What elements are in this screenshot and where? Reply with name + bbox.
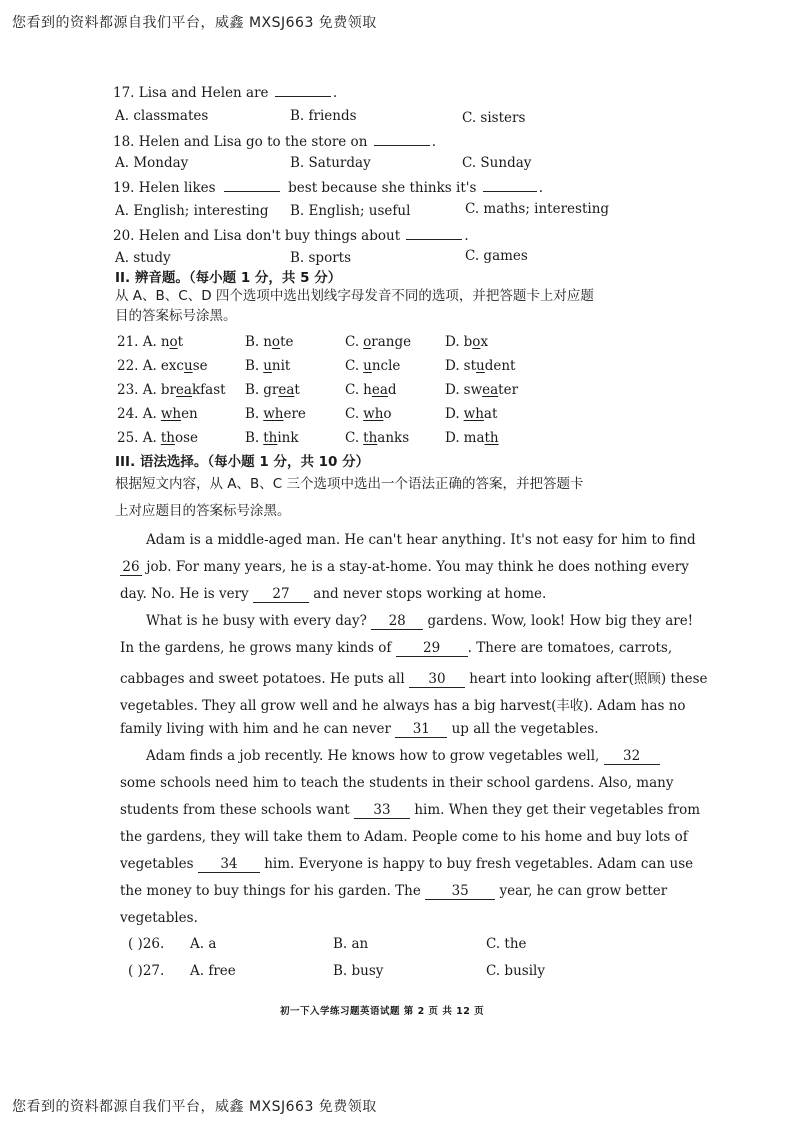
underlined-letters: th [263, 430, 278, 446]
pron-q22-option-a [117, 358, 208, 374]
q17-option-a: A. classmates [115, 108, 209, 124]
passage-line-13-a: vegetables [120, 856, 194, 872]
underlined-letters: ea [482, 382, 499, 398]
pron-q21-option-b [245, 334, 293, 350]
section-3-instruction-2: 上对应题目的答案标号涂黑。 [115, 503, 291, 519]
word-part: n [160, 334, 170, 350]
word-part: x [480, 334, 489, 350]
word-part: anks [377, 430, 410, 446]
q26-number: ( )26. [128, 936, 165, 952]
pron-q21-option-a [117, 334, 183, 350]
q20-option-c: C. games [465, 248, 528, 264]
passage-line-11-a: students from these schools want [120, 802, 350, 818]
q17-blank [275, 84, 331, 97]
passage-line-6-a: cabbages and sweet potatoes. He puts all [120, 671, 405, 687]
pron-q23-option-c [345, 382, 397, 398]
q19-stem: 19. Helen likes [113, 180, 216, 196]
q17-stem-end: . [332, 85, 338, 101]
passage-line-4-b: gardens. Wow, look! How big they are! [427, 613, 694, 629]
q26-option-b: B. an [333, 936, 369, 952]
word-part: B. [245, 430, 260, 446]
passage-line-3 [120, 586, 546, 603]
word-part: 23. A. [117, 382, 157, 398]
passage-line-5 [120, 640, 672, 657]
underlined-letters: u [263, 358, 272, 374]
passage-line-9 [146, 748, 660, 765]
word-part: 21. A. [117, 334, 157, 350]
word-part: C. [345, 382, 360, 398]
watermark-bottom: 您看到的资料都源自我们平台，威鑫 MXSJ663 免费领取 [12, 1099, 377, 1115]
pron-q25-option-b [245, 430, 299, 446]
word-part: se [192, 358, 208, 374]
blank-26: 26 [120, 559, 142, 576]
underlined-letters: th [363, 430, 378, 446]
word-part: B. [245, 334, 260, 350]
word-part: n [263, 334, 272, 350]
word-part: D. [445, 430, 460, 446]
q18-stem-end: . [431, 134, 436, 150]
word-part: D. [445, 334, 460, 350]
pron-q22-option-b [245, 358, 290, 374]
underlined-letters: ea [278, 382, 295, 398]
q27-number: ( )27. [128, 963, 165, 979]
pron-q23-option-b [245, 382, 300, 398]
passage-line-3-b: and never stops working at home. [313, 586, 547, 602]
blank-29: 29 [396, 640, 468, 657]
underlined-letters: wh [263, 406, 284, 422]
q19-option-a: A. English; interesting [115, 203, 269, 219]
word-part: sw [463, 382, 483, 398]
passage-line-6-b: heart into looking after(照顾) these [469, 671, 708, 687]
section-3-instruction-1: 根据短文内容，从 A、B、C 三个选项中选出一个语法正确的答案，并把答题卡 [115, 476, 584, 492]
passage-line-2-text: job. For many years, he is a stay-at-home. You may think he does nothing every [146, 559, 689, 575]
word-part: range [371, 334, 412, 350]
pron-q21-option-d [445, 334, 488, 350]
word-part: nit [271, 358, 291, 374]
pron-q23-option-a [117, 382, 226, 398]
word-part: C. [345, 430, 360, 446]
underlined-letters: th [160, 430, 175, 446]
q20-option-a: A. study [115, 250, 171, 266]
watermark-top: 您看到的资料都源自我们平台，威鑫 MXSJ663 免费领取 [12, 15, 377, 31]
underlined-letters: u [183, 358, 193, 374]
word-part: at [483, 406, 498, 422]
pron-q25-option-c [345, 430, 409, 446]
pron-q22-option-d [445, 358, 515, 374]
passage-line-1: Adam is a middle-aged man. He can't hear anything. It's not easy for him to find [146, 532, 696, 548]
q27-option-a: A. free [190, 963, 236, 979]
passage-line-13-b: him. Everyone is happy to buy fresh vegetables. Adam can use [264, 856, 694, 872]
word-part: st [463, 358, 476, 374]
q20-stem: 20. Helen and Lisa don't buy things about [113, 228, 401, 244]
q19-blank-2 [483, 179, 537, 192]
pron-q22-option-c [345, 358, 400, 374]
passage-line-14-b: year, he can grow better [499, 883, 668, 899]
word-part: t [177, 334, 184, 350]
passage-line-4 [146, 613, 693, 630]
word-part: D. [445, 382, 460, 398]
word-part: C. [345, 406, 360, 422]
q18-option-b: B. Saturday [290, 155, 371, 171]
word-part: D. [445, 406, 460, 422]
word-part: ter [498, 382, 519, 398]
section-2-instruction-2: 目的答案标号涂黑。 [115, 308, 237, 324]
blank-31: 31 [395, 721, 447, 738]
word-part: B. [245, 406, 260, 422]
word-part: B. [245, 358, 260, 374]
underlined-letters: th [484, 430, 499, 446]
page-footer: 初一下入学练习题英语试题 第 2 页 共 12 页 [280, 1006, 485, 1017]
pron-q23-option-d [445, 382, 518, 398]
pron-q24-option-b [245, 406, 306, 422]
passage-line-6 [120, 667, 708, 688]
word-part: t [294, 382, 300, 398]
passage-line-10: some schools need him to teach the students in their school gardens. Also, many [120, 775, 674, 791]
word-part: ose [174, 430, 198, 446]
underlined-letters: ea [371, 382, 388, 398]
q20-blank [406, 227, 462, 240]
word-part: exc [160, 358, 184, 374]
passage-line-9-a: Adam finds a job recently. He knows how to grow vegetables well, [146, 748, 600, 764]
word-part: 22. A. [117, 358, 157, 374]
pron-q24-option-d [445, 406, 497, 422]
q19-stem-end: . [538, 180, 543, 196]
question-19 [113, 179, 543, 196]
word-part: C. [345, 358, 360, 374]
passage-line-11-b: him. When they get their vegetables from [414, 802, 701, 818]
passage-line-3-a: day. No. He is very [120, 586, 249, 602]
q19-option-b: B. English; useful [290, 203, 411, 219]
underlined-letters: o [363, 334, 372, 350]
word-part: B. [245, 382, 260, 398]
word-part: ink [277, 430, 299, 446]
blank-32: 32 [604, 748, 660, 765]
blank-28: 28 [371, 613, 423, 630]
pron-q21-option-c [345, 334, 411, 350]
underlined-letters: u [476, 358, 485, 374]
word-part: kfast [191, 382, 226, 398]
word-part: h [363, 382, 372, 398]
blank-34: 34 [198, 856, 260, 873]
q19-stem-mid: best because she thinks it's [288, 180, 477, 196]
blank-30: 30 [409, 671, 465, 688]
q26-option-a: A. a [190, 936, 217, 952]
q18-blank [374, 133, 430, 146]
word-part: b [463, 334, 473, 350]
q27-option-b: B. busy [333, 963, 384, 979]
word-part: d [387, 382, 397, 398]
word-part: gr [263, 382, 279, 398]
blank-33: 33 [354, 802, 410, 819]
passage-line-15: vegetables. [120, 910, 198, 926]
q27-option-c: C. busily [486, 963, 545, 979]
underlined-letters: ea [175, 382, 192, 398]
underlined-letters: o [271, 334, 281, 350]
passage-line-14 [120, 883, 667, 900]
blank-27: 27 [253, 586, 309, 603]
passage-line-2 [120, 559, 689, 576]
passage-line-13 [120, 856, 693, 873]
word-part: dent [484, 358, 516, 374]
underlined-letters: wh [160, 406, 182, 422]
question-20 [113, 227, 469, 244]
word-part: en [181, 406, 198, 422]
q20-option-b: B. sports [290, 250, 352, 266]
q18-option-c: C. Sunday [462, 155, 532, 171]
passage-line-11 [120, 802, 700, 819]
q20-stem-end: . [464, 228, 469, 244]
q19-option-c: C. maths; interesting [465, 201, 610, 217]
q18-stem: 18. Helen and Lisa go to the store on [113, 134, 368, 150]
word-part: D. [445, 358, 460, 374]
blank-35: 35 [425, 883, 495, 900]
word-part: ere [283, 406, 306, 422]
passage-line-5-a: In the gardens, he grows many kinds of [120, 640, 392, 656]
underlined-letters: wh [463, 406, 484, 422]
underlined-letters: o [472, 334, 481, 350]
pron-q24-option-c [345, 406, 392, 422]
word-part: 24. A. [117, 406, 157, 422]
question-18 [113, 133, 436, 150]
passage-line-8-a: family living with him and he can never [120, 721, 391, 737]
section-3-title: III. 语法选择。（每小题 1 分，共 10 分） [115, 454, 370, 470]
pron-q25-option-a [117, 430, 198, 446]
underlined-letters: wh [363, 406, 384, 422]
section-2-title: II. 辨音题。（每小题 1 分，共 5 分） [115, 270, 342, 286]
passage-line-12: the gardens, they will take them to Adam. People come to his home and buy lots of [120, 829, 688, 845]
passage-line-8 [120, 721, 599, 738]
q17-option-b: B. friends [290, 108, 357, 124]
passage-line-5-b: . There are tomatoes, carrots, [467, 640, 673, 656]
q26-option-c: C. the [486, 936, 527, 952]
word-part: C. [345, 334, 360, 350]
underlined-letters: o [169, 334, 178, 350]
word-part: te [280, 334, 294, 350]
word-part: 25. A. [117, 430, 157, 446]
word-part: ma [463, 430, 485, 446]
word-part: br [160, 382, 176, 398]
word-part: ncle [371, 358, 401, 374]
word-part: o [383, 406, 392, 422]
section-2-instruction-1: 从 A、B、C、D 四个选项中选出划线字母发音不同的选项，并把答题卡上对应题 [115, 288, 594, 304]
q18-option-a: A. Monday [115, 155, 189, 171]
question-17 [113, 84, 337, 101]
q17-option-c: C. sisters [462, 110, 526, 126]
passage-line-14-a: the money to buy things for his garden. The [120, 883, 421, 899]
passage-line-4-a: What is he busy with every day? [146, 613, 367, 629]
passage-line-8-b: up all the vegetables. [451, 721, 599, 737]
underlined-letters: u [363, 358, 372, 374]
q19-blank-1 [224, 179, 280, 192]
pron-q25-option-d [445, 430, 499, 446]
q17-stem: 17. Lisa and Helen are [113, 85, 269, 101]
pron-q24-option-a [117, 406, 198, 422]
passage-line-7: vegetables. They all grow well and he always has a big harvest(丰收). Adam has no [120, 698, 686, 714]
